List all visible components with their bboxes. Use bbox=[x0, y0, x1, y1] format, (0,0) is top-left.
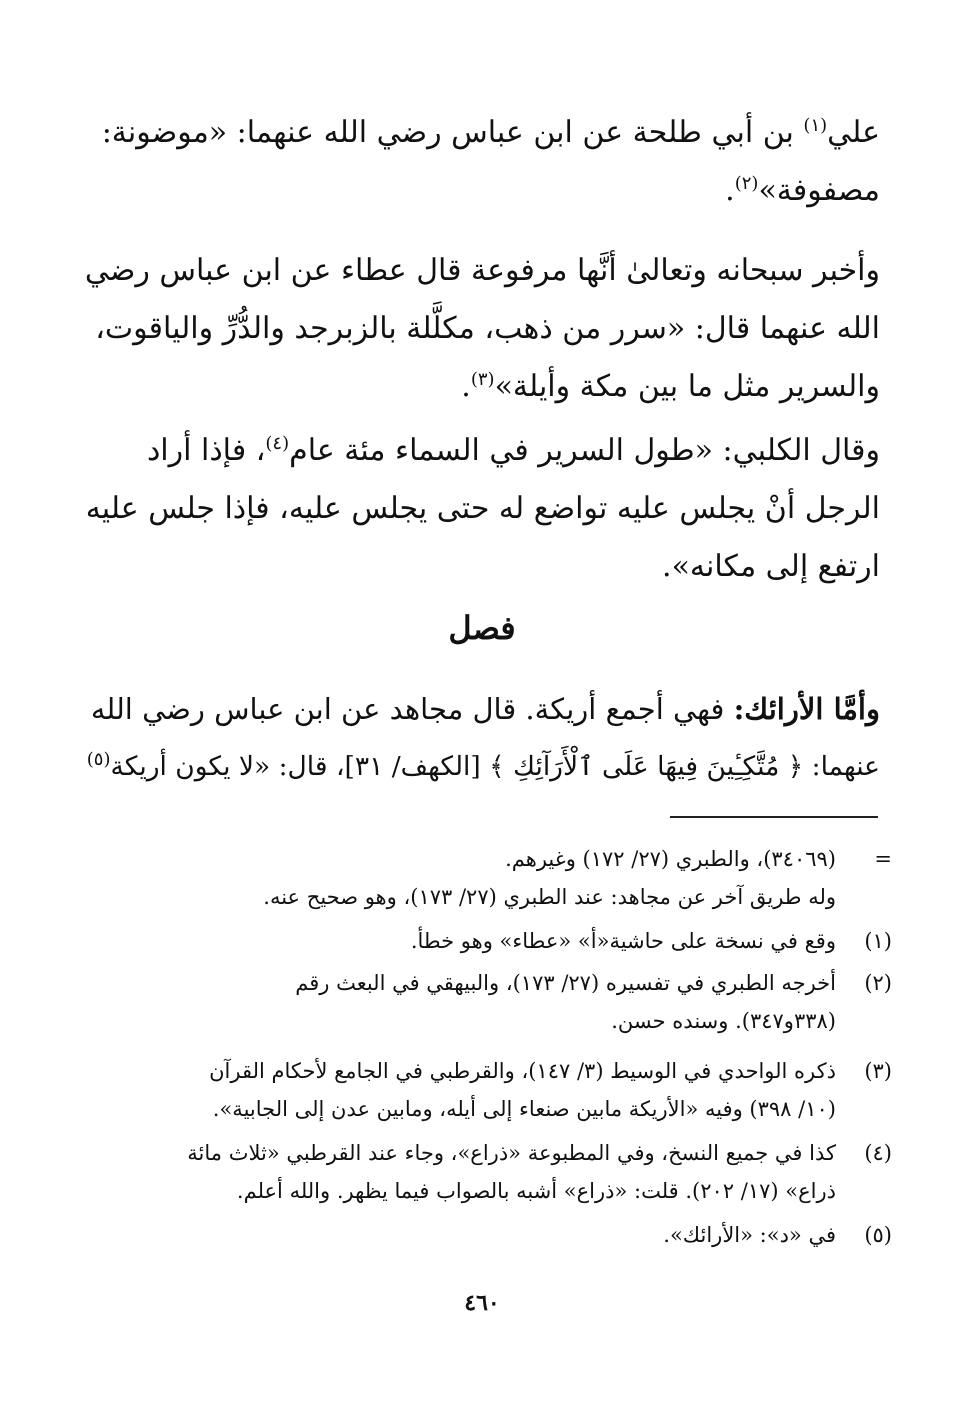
footnote-5 bbox=[84, 1216, 892, 1254]
paragraph-4-line-2 bbox=[84, 738, 880, 796]
section-heading: فصل bbox=[448, 609, 516, 647]
footnote-line: ذكره الواحدي في الوسيط (٣/ ١٤٧)، والقرطبي في الجامع لأحكام القرآن bbox=[209, 1059, 836, 1083]
footnote-line: وقع في نسخة على حاشية«أ» «عطاء» وهو خطأ. bbox=[410, 929, 836, 953]
paragraph-3-line-1 bbox=[84, 422, 880, 480]
footnote-3 bbox=[84, 1052, 892, 1128]
footnote-1 bbox=[84, 922, 892, 960]
footnote-line: وله طريق آخر عن مجاهد: عند الطبري (٢٧/ ١٧٣)، وهو صحيح عنه. bbox=[263, 885, 836, 909]
paragraph-2 bbox=[84, 242, 880, 416]
footnote-ref-1: (١) bbox=[803, 115, 828, 136]
text-span: مصفوفة» bbox=[758, 173, 880, 208]
footnote-number: (٣) bbox=[864, 1059, 892, 1083]
quran-quote: عنهما: ﴿ مُتَّكِـِٔينَ فِيهَا عَلَى ٱلْأَرَآئِكِ ﴾ [الكهف/ ٣١]، قال: «لا يكون أريكة bbox=[110, 751, 880, 782]
paragraph-1 bbox=[84, 104, 880, 220]
text-span: علي bbox=[827, 115, 880, 150]
footnote-number: (٥) bbox=[864, 1223, 892, 1247]
footnote-line: في «د»: «الأرائك». bbox=[663, 1223, 836, 1247]
footnote-ref-3: (٣) bbox=[470, 369, 495, 390]
paragraph-4-line-1 bbox=[84, 680, 880, 738]
footnote-ref-4: (٤) bbox=[265, 433, 290, 454]
footnote-2 bbox=[84, 964, 892, 1040]
paragraph-1-line-1 bbox=[84, 104, 880, 162]
paragraph-2-line-3 bbox=[84, 358, 880, 416]
footnote-number: (١) bbox=[864, 929, 892, 953]
text-span: والسرير مثل ما بين مكة وأيلة» bbox=[494, 369, 880, 404]
paragraph-3-line-2: الرجل أنْ يجلس عليه تواضع له حتى يجلس عليه، فإذا جلس عليه bbox=[85, 491, 880, 526]
footnote-line: كذا في جميع النسخ، وفي المطبوعة «ذراع»، وجاء عند القرطبي «ثلاث مائة bbox=[187, 1141, 836, 1165]
footnote-4 bbox=[84, 1134, 892, 1210]
text-span: وقال الكلبي: «طول السرير في السماء مئة عام bbox=[289, 433, 880, 468]
footnote-ref-2: (٢) bbox=[734, 173, 759, 194]
paragraph-3-line-3: ارتفع إلى مكانه». bbox=[662, 549, 880, 584]
text-span: . bbox=[725, 173, 735, 208]
footnote-ref-5: (٥) bbox=[86, 749, 111, 771]
footnote-continuation bbox=[84, 840, 892, 916]
footnote-line: (٣٣٨و٣٤٧). وسنده حسن. bbox=[611, 1009, 836, 1033]
footnote-separator bbox=[670, 816, 878, 818]
paragraph-2-line-2: الله عنهما قال: «سرر من ذهب، مكلَّلة بالزبرجد والدُّرِّ والياقوت، bbox=[95, 311, 880, 346]
page-number: ٤٦٠ bbox=[464, 1290, 500, 1316]
paragraph-4 bbox=[84, 680, 880, 796]
bold-term: وأمَّا الأرائك: bbox=[733, 692, 880, 726]
footnote-marker: = bbox=[874, 847, 892, 871]
text-span: فهي أجمع أريكة. قال مجاهد عن ابن عباس رضي الله bbox=[90, 692, 734, 726]
text-span: بن أبي طلحة عن ابن عباس رضي الله عنهما: «موضونة: bbox=[101, 115, 804, 150]
footnote-line: ذراع» (١٧/ ٢٠٢). قلت: «ذراع» أشبه بالصواب فيما يظهر. والله أعلم. bbox=[236, 1179, 836, 1203]
text-span: . bbox=[461, 369, 471, 404]
footnote-number: (٢) bbox=[864, 971, 892, 995]
footnote-number: (٤) bbox=[864, 1141, 892, 1165]
footnote-line: (١٠/ ٣٩٨) وفيه «الأريكة مابين صنعاء إلى أيله، ومابين عدن إلى الجابية». bbox=[212, 1097, 836, 1121]
paragraph-2-line-1: وأخبر سبحانه وتعالىٰ أنَّها مرفوعة قال عطاء عن ابن عباس رضي bbox=[84, 253, 880, 288]
footnote-line: أخرجه الطبري في تفسيره (٢٧/ ١٧٣)، والبيهقي في البعث رقم bbox=[295, 971, 836, 995]
paragraph-1-line-2 bbox=[84, 162, 880, 220]
footnote-line: (٣٤٠٦٩)، والطبري (٢٧/ ١٧٢) وغيرهم. bbox=[505, 847, 836, 871]
text-span: ، فإذا أراد bbox=[146, 433, 266, 468]
paragraph-3 bbox=[84, 422, 880, 596]
